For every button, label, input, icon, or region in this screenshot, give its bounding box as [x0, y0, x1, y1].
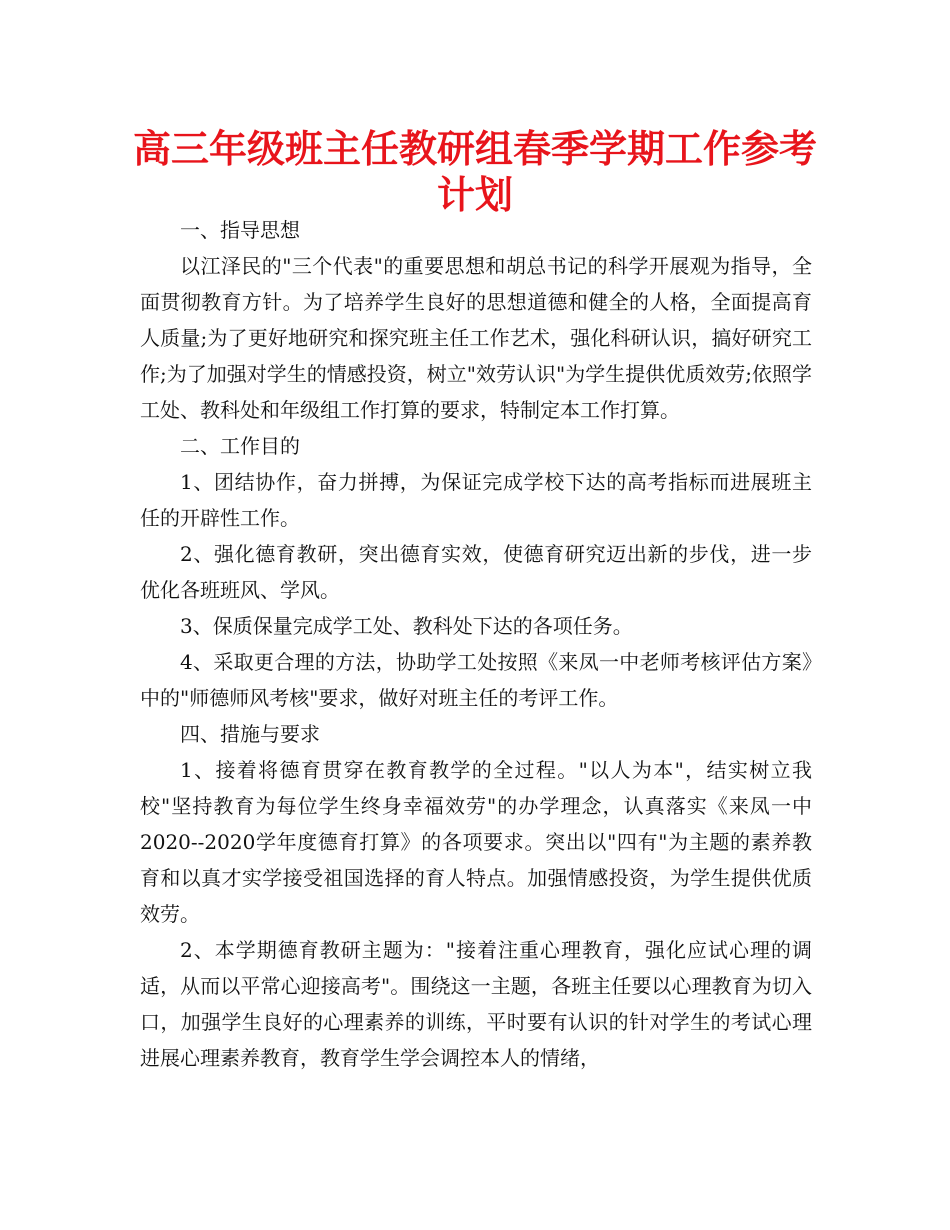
section-heading-guiding-ideology: 一、指导思想 — [180, 218, 300, 242]
paragraph: 3、保质保量完成学工处、教科处下达的各项任务。 — [180, 614, 633, 638]
document-title-line-2: 计划 — [436, 173, 513, 217]
paragraph: 2、强化德育教研，突出德育实效，使德育研究迈出新的步伐，进一步优化各班班风、学风。 — [140, 542, 812, 602]
paragraph: 1、接着将德育贯穿在教育教学的全过程。"以人为本"，结实树立我校"坚持教育为每位学生终身幸福效劳"的办学理念，认真落实《来凤一中2020--2020学年度德育打算》的各项要求。突出以"四有"为主题的素养教育和以真才实学接受祖国选择的育人特点。加强情感投资，为学生提供优质效劳。 — [140, 758, 812, 926]
paragraph: 以江泽民的"三个代表"的重要思想和胡总书记的科学开展观为指导，全面贯彻教育方针。为了培养学生良好的思想道德和健全的人格，全面提高育人质量;为了更好地研究和探究班主任工作艺术，强化科研认识，搞好研究工作;为了加强对学生的情感投资，树立"效劳认识"为学生提供优质效劳;依照学工处、教科处和年级组工作打算的要求，特制定本工作打算。 — [140, 254, 812, 422]
paragraph: 4、采取更合理的方法，协助学工处按照《来凤一中老师考核评估方案》中的"师德师风考核"要求，做好对班主任的考评工作。 — [140, 650, 812, 710]
paragraph: 2、本学期德育教研主题为："接着注重心理教育，强化应试心理的调适，从而以平常心迎接高考"。围绕这一主题，各班主任要以心理教育为切入口，加强学生良好的心理素养的训练，平时要有认识的针对学生的考试心理进展心理素养教育，教育学生学会调控本人的情绪， — [140, 938, 812, 1070]
document-title-line-1: 高三年级班主任教研组春季学期工作参考 — [132, 127, 817, 171]
section-heading-work-goals: 二、工作目的 — [180, 434, 300, 458]
section-heading-measures: 四、措施与要求 — [180, 722, 320, 746]
paragraph: 1、团结协作，奋力拼搏，为保证完成学校下达的高考指标而进展班主任的开辟性工作。 — [140, 470, 812, 530]
document-body — [140, 212, 812, 1076]
